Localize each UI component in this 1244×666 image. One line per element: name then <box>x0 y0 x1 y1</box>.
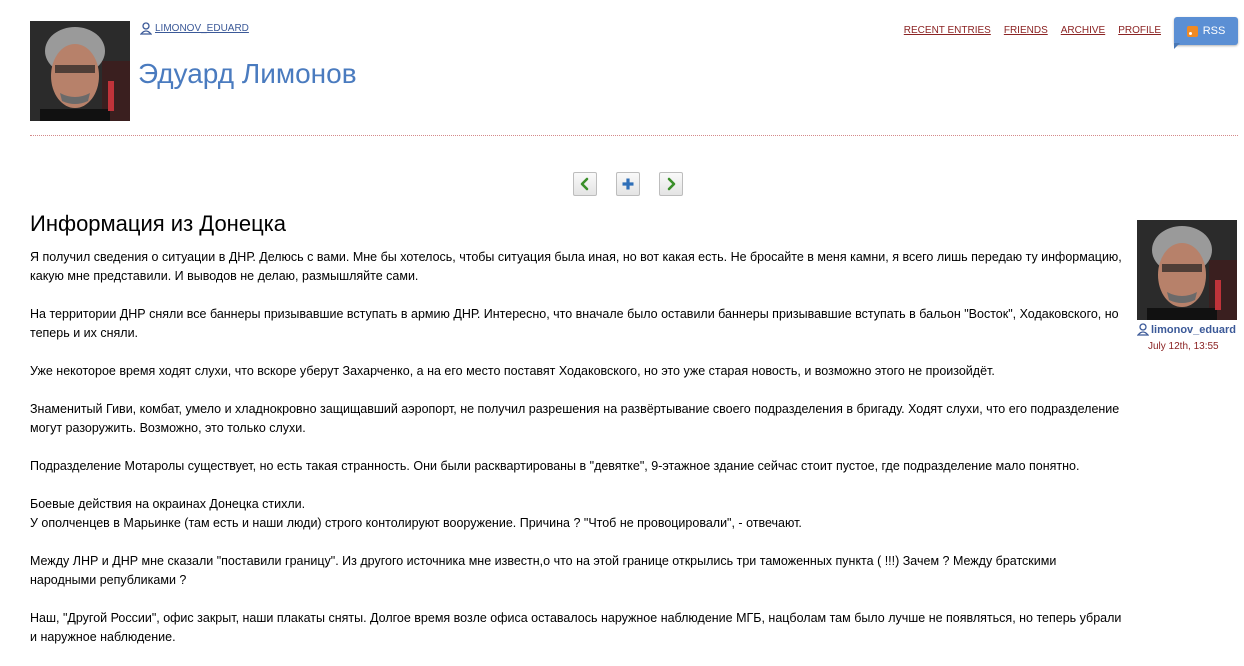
rss-icon <box>1187 26 1198 37</box>
entry-paragraph: Боевые действия на окраинах Донецка стихли. <box>30 497 306 511</box>
post-date: July 12th, 13:55 <box>1148 341 1219 352</box>
entry-paragraph: У ополченцев в Марьинке (там есть и наши люди) строго контолируют вооружение. Причина ? "Чтоб не провоцировали", - отвечают. <box>30 516 802 530</box>
arrow-left-icon <box>578 177 592 191</box>
entry-body <box>30 248 1125 666</box>
next-entry-button[interactable] <box>659 172 683 196</box>
nav-archive[interactable]: ARCHIVE <box>1060 25 1106 36</box>
plus-icon <box>621 177 635 191</box>
user-icon <box>140 22 152 35</box>
user-icon <box>1137 323 1149 336</box>
add-entry-button[interactable] <box>616 172 640 196</box>
top-nav <box>904 25 1161 36</box>
header-divider <box>30 135 1238 136</box>
entry-paragraph: Уже некоторое время ходят слухи, что вскоре уберут Захарченко, а на его место поставят Ходаковского, но это уже старая новость, и возможно этого не произойдёт. <box>30 364 995 378</box>
entry-paragraph: На территории ДНР сняли все баннеры призывавшие вступать в армию ДНР. Интересно, что вначале было оставили баннеры призывавшие вступать в бальон "Восток", Ходаковского, но теперь и их сняли. <box>30 307 1119 340</box>
entry-paragraph: Между ЛНР и ДНР мне сказали "поставили границу". Из другого источника мне известн,о что на этой границе открылись три таможенных пункта ( !!!) Зачем ? Между братскими народными републиками ? <box>30 554 1057 587</box>
nav-profile[interactable]: PROFILE <box>1118 25 1161 36</box>
nav-friends[interactable]: FRIENDS <box>1003 25 1048 36</box>
poster-avatar[interactable] <box>1137 220 1237 320</box>
arrow-right-icon <box>664 177 678 191</box>
rss-label: RSS <box>1202 25 1226 37</box>
username-label: LIMONOV_EDUARD <box>155 23 249 34</box>
rss-tail <box>1174 43 1180 49</box>
entry-title: Информация из Донецка <box>30 211 287 236</box>
nav-recent-entries[interactable]: RECENT ENTRIES <box>903 25 991 36</box>
entry-paragraph: Наш, "Другой России", офис закрыт, наши плакаты сняты. Долгое время возле офиса оставалось наружное наблюдение МГБ, нацболам там было лучше не появляться, но теперь убрали и наружное наблюдение. <box>30 611 1122 644</box>
journal-avatar[interactable] <box>30 21 130 121</box>
entry-paragraph: Знаменитый Гиви, комбат, умело и хладнокровно защищавший аэропорт, не получил разрешения на развёртывание своего подразделения в бригаду. Ходят слухи, что его подразделение могут разоружить. Возможно, это только слухи. <box>30 402 1120 435</box>
entry-paragraph: Подразделение Мотаролы существует, но есть такая странность. Они были расквартированы в "девятке", 9-этажное здание сейчас стоит пустое, где подразделение мало понятно. <box>30 459 1080 473</box>
poster-username: limonov_eduard <box>1151 323 1236 336</box>
rss-button[interactable] <box>1174 17 1238 45</box>
entry-paragraph: Я получил сведения о ситуации в ДНР. Делюсь с вами. Мне бы хотелось, чтобы ситуация была иная, но вот какая есть. Не бросайте в меня камни, я всего лишь передаю ту информацию, какую мне представили. И выводов не делаю, размышляйте сами. <box>30 250 1122 283</box>
previous-entry-button[interactable] <box>573 172 597 196</box>
username-link[interactable] <box>140 22 249 35</box>
poster-username-link[interactable] <box>1137 323 1236 336</box>
journal-title[interactable]: Эдуард Лимонов <box>138 58 357 89</box>
entry-navigation <box>573 172 683 196</box>
